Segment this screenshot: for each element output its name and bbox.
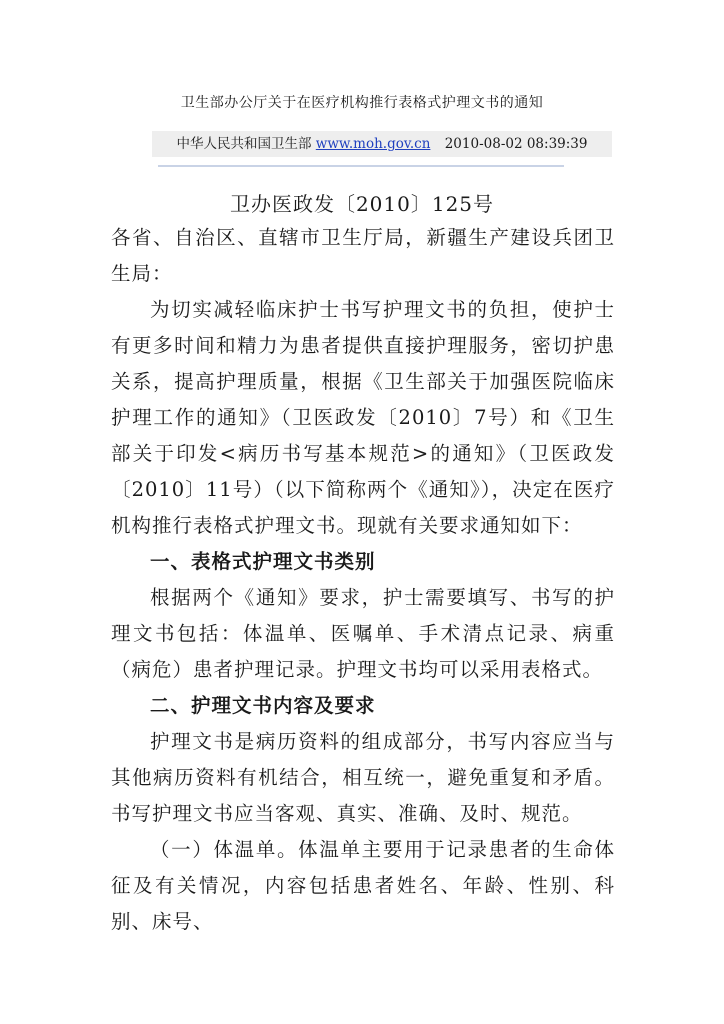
source-link[interactable]: www.moh.gov.cn bbox=[315, 136, 431, 152]
section-2-paragraph: 护理文书是病历资料的组成部分，书写内容应当与其他病历资料有机结合，相互统一，避免重复和矛盾。书写护理文书应当客观、真实、准确、及时、规范。 bbox=[111, 730, 615, 825]
document-body bbox=[111, 220, 615, 940]
source-name: 中华人民共和国卫生部 bbox=[176, 136, 312, 152]
section-1-heading: 一、表格式护理文书类别 bbox=[150, 550, 376, 573]
intro-paragraph: 为切实减轻临床护士书写护理文书的负担，使护士有更多时间和精力为患者提供直接护理服务，密切护患关系，提高护理质量，根据《卫生部关于加强医院临床护理工作的通知》（卫医政发〔2010〕7号）和《卫生部关于印发<病历书写基本规范>的通知》（卫医政发〔2010〕11号）（以下简称两个《通知》），决定在医疗机构推行表格式护理文书。现就有关要求通知如下： bbox=[111, 298, 615, 537]
section-1-paragraph: 根据两个《通知》要求，护士需要填写、书写的护理文书包括：体温单、医嘱单、手术清点记录、病重（病危）患者护理记录。护理文书均可以采用表格式。 bbox=[111, 586, 615, 681]
page-title: 卫生部办公厅关于在医疗机构推行表格式护理文书的通知 bbox=[180, 95, 544, 111]
publish-datetime: 2010-08-02 08:39:39 bbox=[444, 136, 588, 152]
source-bar bbox=[152, 131, 612, 157]
divider bbox=[158, 165, 564, 167]
section-2-heading: 二、护理文书内容及要求 bbox=[150, 694, 376, 717]
document-number: 卫办医政发〔2010〕125号 bbox=[229, 192, 495, 216]
item-1-paragraph: （一）体温单。体温单主要用于记录患者的生命体征及有关情况，内容包括患者姓名、年龄、性别、科别、床号、 bbox=[111, 838, 615, 933]
addressee: 各省、自治区、直辖市卫生厅局，新疆生产建设兵团卫生局： bbox=[111, 226, 615, 285]
